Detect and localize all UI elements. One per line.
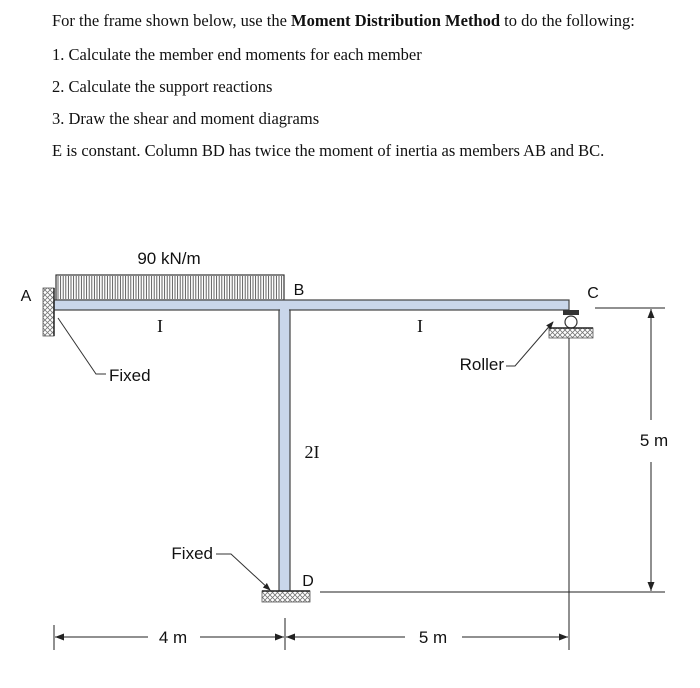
beam-abc (54, 300, 569, 310)
node-b-label: B (293, 282, 305, 299)
load-label: 90 kN/m (137, 249, 201, 268)
roller-leader (506, 322, 553, 366)
dimension-lines (54, 308, 665, 650)
dim-ab-label: 4 m (158, 628, 188, 647)
dimension-arrowheads (55, 309, 655, 641)
roller-label: Roller (459, 355, 504, 374)
node-c-label: C (587, 285, 599, 302)
intro-text-start: For the frame shown below, use the (52, 11, 292, 30)
fixed-support-a (43, 288, 54, 336)
fixed-a-leader (58, 318, 106, 374)
roller-support-c (549, 310, 593, 338)
inertia-bc-label: I (417, 316, 423, 336)
method-name: Moment Distribution Method (291, 11, 501, 30)
inertia-ab-label: I (157, 316, 163, 336)
intro-text-end: to do the following: (500, 11, 635, 30)
task-3: 3. Draw the shear and moment diagrams (52, 109, 320, 128)
fixed-d-label: Fixed (171, 544, 213, 563)
task-2: 2. Calculate the support reactions (52, 77, 273, 96)
node-a-label: A (20, 288, 32, 305)
column-bd (279, 310, 290, 591)
fixed-support-d (262, 591, 310, 602)
task-1: 1. Calculate the member end moments for each member (52, 45, 422, 64)
problem-note: E is constant. Column BD has twice the moment of inertia as members AB and BC. (52, 141, 605, 160)
node-d-label: D (302, 573, 314, 590)
dim-bc-label: 5 m (418, 628, 448, 647)
inertia-bd-label: 2I (304, 442, 320, 462)
fixed-a-label: Fixed (109, 366, 151, 385)
distributed-load (56, 275, 284, 300)
dim-height-label: 5 m (639, 431, 669, 450)
fixed-d-leader (216, 554, 270, 590)
